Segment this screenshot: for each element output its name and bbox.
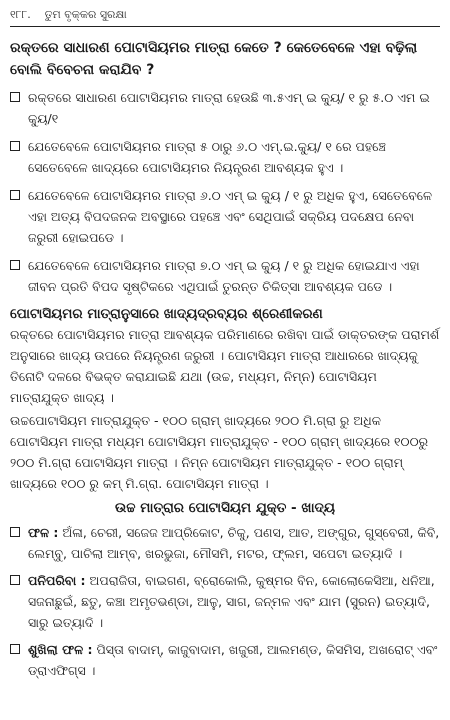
answer-item bbox=[10, 185, 440, 248]
checkbox-icon bbox=[10, 644, 20, 654]
book-title: ତୁମ ବୃକ୍କର ସୁରକ୍ଷା bbox=[44, 8, 127, 21]
checkbox-icon bbox=[10, 141, 20, 151]
food-category-item bbox=[10, 522, 440, 564]
running-header bbox=[10, 8, 440, 27]
checkbox-icon bbox=[10, 527, 20, 537]
question-heading: ରକ୍ତରେ ସାଧାରଣ ପୋଟାସିୟମର ମାତ୍ରା କେତେ ? କେତେବେଳେ ଏହା ବଢ଼ିଲା ବୋଲି ବିବେଚନା କରାଯିବ ? bbox=[10, 40, 418, 78]
food-category-label: ଶୁଖିଲା ଫଳ : bbox=[28, 642, 93, 657]
answer-text: ଯେତେବେଳେ ପୋଟାସିୟମର ମାତ୍ରା ୭.୦ ଏମ୍ ଇ କ୍ୟୁ / ୧ ରୁ ଅଧିକ ହୋଇଯାଏ ଏହା ଜୀବନ ପ୍ରତି ବିପଦ ସୃଷ୍ଟିକରେ ଏଥିପାଇଁ ତୁରନ୍ତ ଚିକିତ୍ସା ଆବଶ୍ୟକ ପଡେ । bbox=[28, 258, 420, 294]
checkbox-icon bbox=[10, 575, 20, 585]
food-category-label: ଫଳ : bbox=[28, 525, 59, 540]
food-category-text: ପିସ୍ତା ବାଦାମ୍, କାଜୁବାଦାମ, ଖଜୁରୀ, ଆଲମଣ୍ଡ, କିସମିସ, ଅଖରୋଟ୍ ଏବଂ ଡ୍ରାଏଫିଗ୍‌ସ । bbox=[28, 642, 438, 678]
classification-paragraph-1: ରକ୍ତରେ ପୋଟାସିୟମର ମାତ୍ରା ଆବଶ୍ୟକ ପରିମାଣରେ ରଖିବା ପାଇଁ ଡାକ୍ତରଙ୍କ ପରାମର୍ଶ ଅନୁସାରେ ଖାଦ୍ୟ ଉପରେ ନିୟନ୍ତ୍ରଣ ଜରୁରୀ । ପୋଟାସିୟମ ମାତ୍ରା ଆଧାରରେ ଖାଦ୍ୟକୁ ତିନୋଟି ଦଳରେ ବିଭକ୍ତ କରାଯାଇଛି ଯଥା (ଉଚ୍ଚ, ମଧ୍ୟମ, ନିମ୍ନ) ପୋଟାସିୟମ ମାତ୍ରାଯୁକ୍ତ ଖାଦ୍ୟ । bbox=[10, 327, 440, 405]
answer-item bbox=[10, 255, 440, 297]
food-category-label: ପନିପରିବା : bbox=[28, 573, 86, 588]
answer-text: ଯେତେବେଳେ ପୋଟାସିୟମର ମାତ୍ରା ୬.୦ ଏମ୍ ଇ କ୍ୟୁ / ୧ ରୁ ଅଧିକ ହୁଏ, ସେତେବେଳେ ଏହା ଅତ୍ୟ ବିପଦଜନକ ଅବସ୍ଥାରେ ପହଞ୍ଚେ ଏବଂ ସେଥିପାଇଁ ସକ୍ରିୟ ପଦକ୍ଷେପ ନେବା ଜରୁରୀ ହୋଇପଡେ । bbox=[28, 188, 433, 245]
answer-item bbox=[10, 136, 440, 178]
checkbox-icon bbox=[10, 190, 20, 200]
food-category-text: ଅଁଳା, ଚେରୀ, ସଜେଜ ଆପ୍ରିକୋଟ, ଚିକୁ, ପଣସ, ଆତ, ଅଙ୍ଗୁର, ଗୁସ୍‌ବେରୀ, କିବି, ଲେମ୍ବୁ, ପାଚିଲା ଆମ୍ବ, ଖରଭୁଜା, ମୌସମି, ମଟର, ଫ୍ଲମ, ସପେଟା ଇତ୍ୟାଦି । bbox=[28, 525, 440, 561]
classification-paragraph-2: ଉଚ୍ଚପୋଟାସିୟମ ମାତ୍ରାଯୁକ୍ତ - ୧୦୦ ଗ୍ରାମ୍ ଖାଦ୍ୟରେ ୨୦୦ ମି.ଗ୍ରା ରୁ ଅଧିକ ପୋଟାସିୟମ ମାତ୍ରା ମଧ୍ୟମ ପୋଟାସିୟମ ମାତ୍ରାଯୁକ୍ତ - ୧୦୦ ଗ୍ରାମ୍ ଖାଦ୍ୟରେ ୧୦୦ରୁ ୨୦୦ ମି.ଗ୍ରା ପୋଟାସିୟମ ମାତ୍ରା । ନିମ୍ନ ପୋଟାସିୟମ ମାତ୍ରାଯୁକ୍ତ - ୧୦୦ ଗ୍ରାମ୍ ଖାଦ୍ୟରେ ୧୦୦ ରୁ କମ୍ ମି.ଗ୍ରା. ପୋଟାସିୟମ ମାତ୍ରା । bbox=[10, 413, 429, 491]
checkbox-icon bbox=[10, 92, 20, 102]
food-category-item bbox=[10, 570, 440, 633]
food-category-item bbox=[10, 639, 440, 681]
answer-text: ରକ୍ତରେ ସାଧାରଣ ପୋଟାସିୟମର ମାତ୍ରା ହେଉଛି ୩.୫ଏମ୍ ଇ କ୍ୟୁ/ ୧ ରୁ ୫.୦ ଏମ ଇ କ୍ୟୁ/୧ bbox=[28, 90, 430, 126]
answer-text: ଯେତେବେଳେ ପୋଟାସିୟମର ମାତ୍ରା ୫ ଠାରୁ ୬.୦ ଏମ୍.ଇ.କ୍ୟୁ/ ୧ ରେ ପହଞ୍ଚେ ସେତେବେଳେ ଖାଦ୍ୟରେ ପୋଟାସିୟମର ନିୟନ୍ତ୍ରଣ ଆବଶ୍ୟକ ହୁଏ । bbox=[28, 139, 386, 175]
checkbox-icon bbox=[10, 260, 20, 270]
answer-item bbox=[10, 87, 440, 129]
food-category-text: ଅପରାଜିତା, ବାଇଗଣ, ବ୍ରୋକୋଲି, କୁଷ୍ମର ବିନ, କୋଲୋକେସିଆ, ଧନିଆ, ସଜନାଛୁଇଁ, ଛତୁ, କଞ୍ଚା ଅମୃତଭଣ୍ଡା, ଆଳୁ, ସାଗ, ଜନ୍ମଳ ଏବଂ ଯାମ (ସୁରନ) ଇତ୍ୟାଦି, ସାରୁ ଇତ୍ୟାଦି । bbox=[28, 573, 435, 630]
page-number: ୧୮୮. bbox=[10, 8, 31, 21]
classification-heading: ପୋଟାସିୟମର ମାତ୍ରାନୁସାରେ ଖାଦ୍ୟଦ୍ରବ୍ୟର ଶ୍ରେଣୀକରଣ bbox=[10, 306, 323, 322]
high-potassium-heading: ଉଚ୍ଚ ମାତ୍ରାର ପୋଟାସିୟମ ଯୁକ୍ତ - ଖାଦ୍ୟ bbox=[115, 500, 335, 516]
